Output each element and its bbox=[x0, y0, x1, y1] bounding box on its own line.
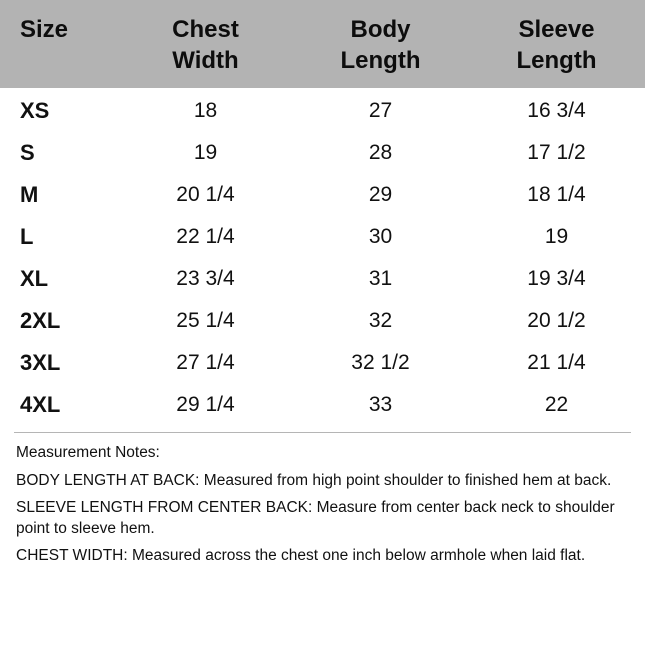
note-body-length-label: BODY LENGTH AT BACK: bbox=[16, 471, 200, 489]
table-row bbox=[0, 132, 645, 174]
note-sleeve-length bbox=[16, 498, 629, 539]
column-header-body-line2: Length bbox=[340, 47, 421, 75]
cell-body: 29 bbox=[368, 183, 393, 206]
cell-sleeve: 16 3/4 bbox=[527, 99, 586, 122]
cell-size: 2XL bbox=[20, 308, 61, 333]
cell-chest: 22 1/4 bbox=[176, 225, 235, 248]
cell-sleeve: 19 3/4 bbox=[527, 267, 586, 290]
cell-size: S bbox=[20, 140, 35, 165]
table-row bbox=[0, 342, 645, 384]
table-header-row bbox=[0, 0, 645, 88]
cell-body: 27 bbox=[368, 99, 393, 122]
table-row bbox=[0, 258, 645, 300]
measurement-notes bbox=[0, 433, 645, 574]
notes-title: Measurement Notes: bbox=[16, 444, 160, 461]
table-row bbox=[0, 300, 645, 342]
cell-size: 4XL bbox=[20, 392, 61, 417]
table-row bbox=[0, 216, 645, 258]
column-header-body-length bbox=[293, 14, 468, 76]
cell-body: 32 bbox=[368, 309, 393, 332]
cell-sleeve: 17 1/2 bbox=[527, 141, 586, 164]
cell-body: 30 bbox=[368, 225, 393, 248]
cell-chest: 25 1/4 bbox=[176, 309, 235, 332]
cell-sleeve: 20 1/2 bbox=[527, 309, 586, 332]
cell-body: 33 bbox=[368, 393, 393, 416]
cell-chest: 27 1/4 bbox=[176, 351, 235, 374]
cell-size: XS bbox=[20, 98, 50, 123]
column-header-chest-width bbox=[118, 14, 293, 76]
note-chest-width-text: Measured across the chest one inch below armhole when laid flat. bbox=[127, 547, 586, 565]
table-body bbox=[0, 88, 645, 426]
table-row bbox=[0, 90, 645, 132]
column-header-sleeve-length bbox=[468, 14, 645, 76]
column-header-chest-line2: Width bbox=[172, 47, 239, 75]
cell-chest: 29 1/4 bbox=[176, 393, 235, 416]
cell-body: 32 1/2 bbox=[351, 351, 410, 374]
cell-chest: 19 bbox=[193, 141, 218, 164]
cell-sleeve: 22 bbox=[544, 393, 569, 416]
column-header-size-line1: Size bbox=[20, 16, 69, 43]
cell-body: 28 bbox=[368, 141, 393, 164]
column-header-sleeve-line1: Sleeve bbox=[518, 16, 595, 43]
cell-size: M bbox=[20, 182, 39, 207]
note-body-length-text: Measured from high point shoulder to finished hem at back. bbox=[199, 471, 612, 489]
note-sleeve-length-label: SLEEVE LENGTH FROM CENTER BACK: bbox=[16, 499, 313, 517]
cell-chest: 18 bbox=[193, 99, 218, 122]
table-row bbox=[0, 174, 645, 216]
cell-body: 31 bbox=[368, 267, 393, 290]
column-header-body-line1: Body bbox=[350, 16, 411, 43]
cell-size: XL bbox=[20, 266, 49, 291]
table-row bbox=[0, 384, 645, 426]
column-header-chest-line1: Chest bbox=[172, 16, 239, 43]
note-chest-width-label: CHEST WIDTH: bbox=[16, 547, 128, 565]
note-sleeve-length-text: Measure from center back neck to shoulder point to sleeve hem. bbox=[16, 499, 615, 537]
cell-sleeve: 21 1/4 bbox=[527, 351, 586, 374]
cell-chest: 23 3/4 bbox=[176, 267, 235, 290]
column-header-size bbox=[0, 14, 118, 45]
cell-size: 3XL bbox=[20, 350, 61, 375]
cell-chest: 20 1/4 bbox=[176, 183, 235, 206]
note-body-length bbox=[16, 471, 629, 492]
cell-size: L bbox=[20, 224, 34, 249]
cell-sleeve: 18 1/4 bbox=[527, 183, 586, 206]
cell-sleeve: 19 bbox=[544, 225, 569, 248]
note-chest-width bbox=[16, 546, 629, 567]
column-header-sleeve-line2: Length bbox=[516, 47, 597, 75]
